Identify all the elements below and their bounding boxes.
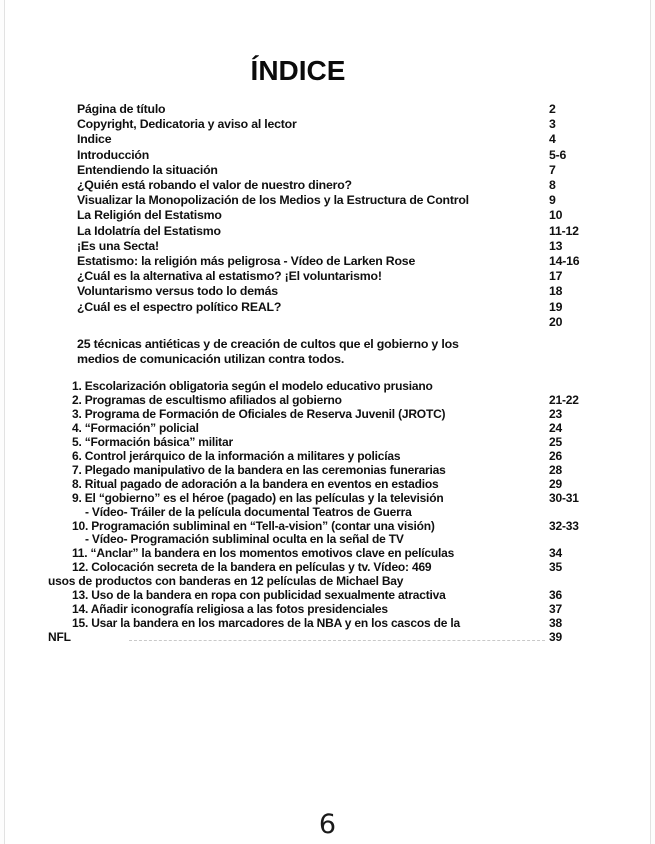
toc-entry-label: 25 técnicas antiéticas y de creación de cultos que el gobierno y los (77, 337, 459, 352)
toc-entry (48, 117, 595, 132)
toc-entry-label: 9. El “gobierno” es el héroe (pagado) en las películas y la televisión (72, 490, 444, 505)
toc-entry-label: Introducción (77, 147, 150, 162)
toc-entry-label: 6. Control jerárquico de la información a militares y policías (72, 448, 401, 463)
toc-entry-page: 39 (549, 629, 562, 644)
toc-entry-page: 9 (549, 193, 556, 208)
toc-entry-page: 38 (549, 615, 562, 630)
toc-entry (48, 193, 595, 208)
toc-entry-label: 14. Añadir iconografía religiosa a las fotos presidenciales (72, 601, 388, 616)
toc-entry-page: 8 (549, 178, 556, 193)
toc-entry-page: 24 (549, 421, 562, 436)
toc-entry-label: medios de comunicación utilizan contra todos. (77, 352, 345, 367)
toc-entry-label: Visualizar la Monopolización de los Medios y la Estructura de Control (77, 193, 469, 208)
toc-entry-label: 10. Programación subliminal en “Tell-a-vision” (contar una visión) (72, 518, 435, 533)
toc-entry (48, 132, 595, 147)
toc-entry-page: 18 (549, 284, 563, 299)
toc-entry (48, 547, 595, 561)
toc-entry-page: 32-33 (549, 518, 579, 533)
toc-entry (48, 224, 595, 239)
toc-entry (48, 239, 595, 254)
toc-entry-label: NFL (48, 629, 71, 644)
toc-entry (48, 575, 595, 589)
toc-entry-label: 13. Uso de la bandera en ropa con publicidad sexualmente atractiva (72, 588, 446, 603)
toc-entry (48, 506, 595, 520)
toc-entry (48, 422, 595, 436)
toc-entry (48, 520, 595, 534)
toc-entry-page: 36 (549, 588, 562, 603)
toc-entry-label: ¿Cuál es la alternativa al estatismo? ¡El voluntarismo! (77, 269, 382, 284)
toc-entry-label: La Religión del Estatismo (77, 208, 222, 223)
toc-entry (48, 589, 595, 603)
dotted-leader-line (129, 640, 545, 641)
toc-entry-label: Copyright, Dedicatoria y aviso al lector (77, 117, 297, 132)
toc-entry (48, 254, 595, 269)
toc-entry-page: 23 (549, 407, 562, 422)
toc-entry (48, 284, 595, 299)
toc-entry (48, 603, 595, 617)
toc-entry (48, 492, 595, 506)
page-title: ÍNDICE (250, 55, 346, 86)
toc-entry (48, 178, 595, 193)
toc-entry (48, 450, 595, 464)
toc-entry (48, 394, 595, 408)
toc-entry-label: 4. “Formación” policial (72, 421, 199, 436)
toc-entry-label: 2. Programas de escultismo afiliados al gobierno (72, 393, 342, 408)
toc-entry (48, 208, 595, 223)
toc-entry (48, 315, 595, 330)
document-page (4, 0, 651, 844)
toc-entry (48, 561, 595, 575)
toc-entry (48, 102, 595, 117)
page-number-footer: 6 (318, 809, 337, 840)
toc-entry-label: - Vídeo- Tráiler de la película documental Teatros de Guerra (85, 504, 412, 519)
toc-entry-label: 11. “Anclar” la bandera en los momentos emotivos clave en películas (72, 546, 455, 561)
toc-entry (48, 631, 595, 645)
toc-entry (48, 163, 595, 178)
toc-entry (48, 269, 595, 284)
toc-entry-page: 34 (549, 546, 562, 561)
toc-entry-page: 2 (549, 102, 556, 116)
toc-entry-label: Entendiendo la situación (77, 162, 218, 177)
toc-entry-label: 3. Programa de Formación de Oficiales de Reserva Juvenil (JROTC) (72, 407, 446, 422)
toc-entry-label: Indice (77, 132, 112, 147)
toc-entry (48, 337, 595, 352)
toc-entry-page: 13 (549, 238, 563, 253)
toc-entry-label: ¿Cuál es el espectro político REAL? (77, 299, 282, 314)
toc-entry-page: 21-22 (549, 393, 579, 408)
toc-entry-label: 8. Ritual pagado de adoración a la bandera en eventos en estadios (72, 476, 439, 491)
toc-entry-page: 29 (549, 476, 562, 491)
toc-entry-page: 35 (549, 560, 562, 575)
toc-entry-label: 1. Escolarización obligatoria según el modelo educativo prusiano (72, 379, 433, 394)
toc-entry-label: usos de productos con banderas en 12 películas de Michael Bay (48, 574, 404, 589)
toc-entry-page: 14-16 (549, 254, 580, 269)
toc-entry (48, 478, 595, 492)
toc-techniques-list (48, 380, 595, 644)
toc-entry (48, 380, 595, 394)
toc-entry-label: - Vídeo- Programación subliminal oculta en la señal de TV (85, 532, 404, 547)
toc-entry-label: 5. “Formación básica” militar (72, 435, 233, 450)
toc-entry-label: ¿Quién está robando el valor de nuestro dinero? (77, 178, 352, 193)
toc-entry (48, 436, 595, 450)
toc-entry (48, 300, 595, 315)
toc-entry-page: 25 (549, 435, 562, 450)
toc-entry (48, 617, 595, 631)
toc-entry-page: 17 (549, 269, 563, 284)
toc-entry (48, 533, 595, 547)
toc-entry-label: La Idolatría del Estatismo (77, 223, 221, 238)
toc-entry-page: 3 (549, 117, 556, 132)
toc-entry-page: 4 (549, 132, 556, 147)
toc-entry-page: 5-6 (549, 147, 567, 162)
toc-front-list (48, 102, 595, 330)
toc-entry-page: 30-31 (549, 490, 579, 505)
toc-entry-label: 15. Usar la bandera en los marcadores de la NBA y en los cascos de la (72, 615, 460, 630)
toc-entry-page: 7 (549, 162, 556, 177)
toc-entry-label: ¡Es una Secta! (77, 238, 159, 253)
toc-entry-page: 37 (549, 601, 562, 616)
toc-entry-label: Estatismo: la religión más peligrosa - Vídeo de Larken Rose (77, 254, 416, 269)
toc-entry-label: 7. Plegado manipulativo de la bandera en las ceremonias funerarias (72, 462, 446, 477)
toc-entry-page: 10 (549, 208, 563, 223)
toc-entry-page: 28 (549, 462, 562, 477)
toc-entry-page: 20 (549, 314, 563, 329)
toc-entry-page: 11-12 (549, 223, 579, 238)
toc-entry-label: 12. Colocación secreta de la bandera en películas y tv. Vídeo: 469 (72, 560, 432, 575)
toc-entry-label: Página de título (77, 102, 166, 116)
toc-entry (48, 352, 595, 367)
toc-entry-page: 26 (549, 448, 562, 463)
toc-entry-label: Voluntarismo versus todo lo demás (77, 284, 278, 299)
toc-entry (48, 148, 595, 163)
toc-entry (48, 408, 595, 422)
toc-entry-page: 19 (549, 299, 563, 314)
section-intro-paragraph (48, 337, 595, 367)
toc-entry (48, 464, 595, 478)
